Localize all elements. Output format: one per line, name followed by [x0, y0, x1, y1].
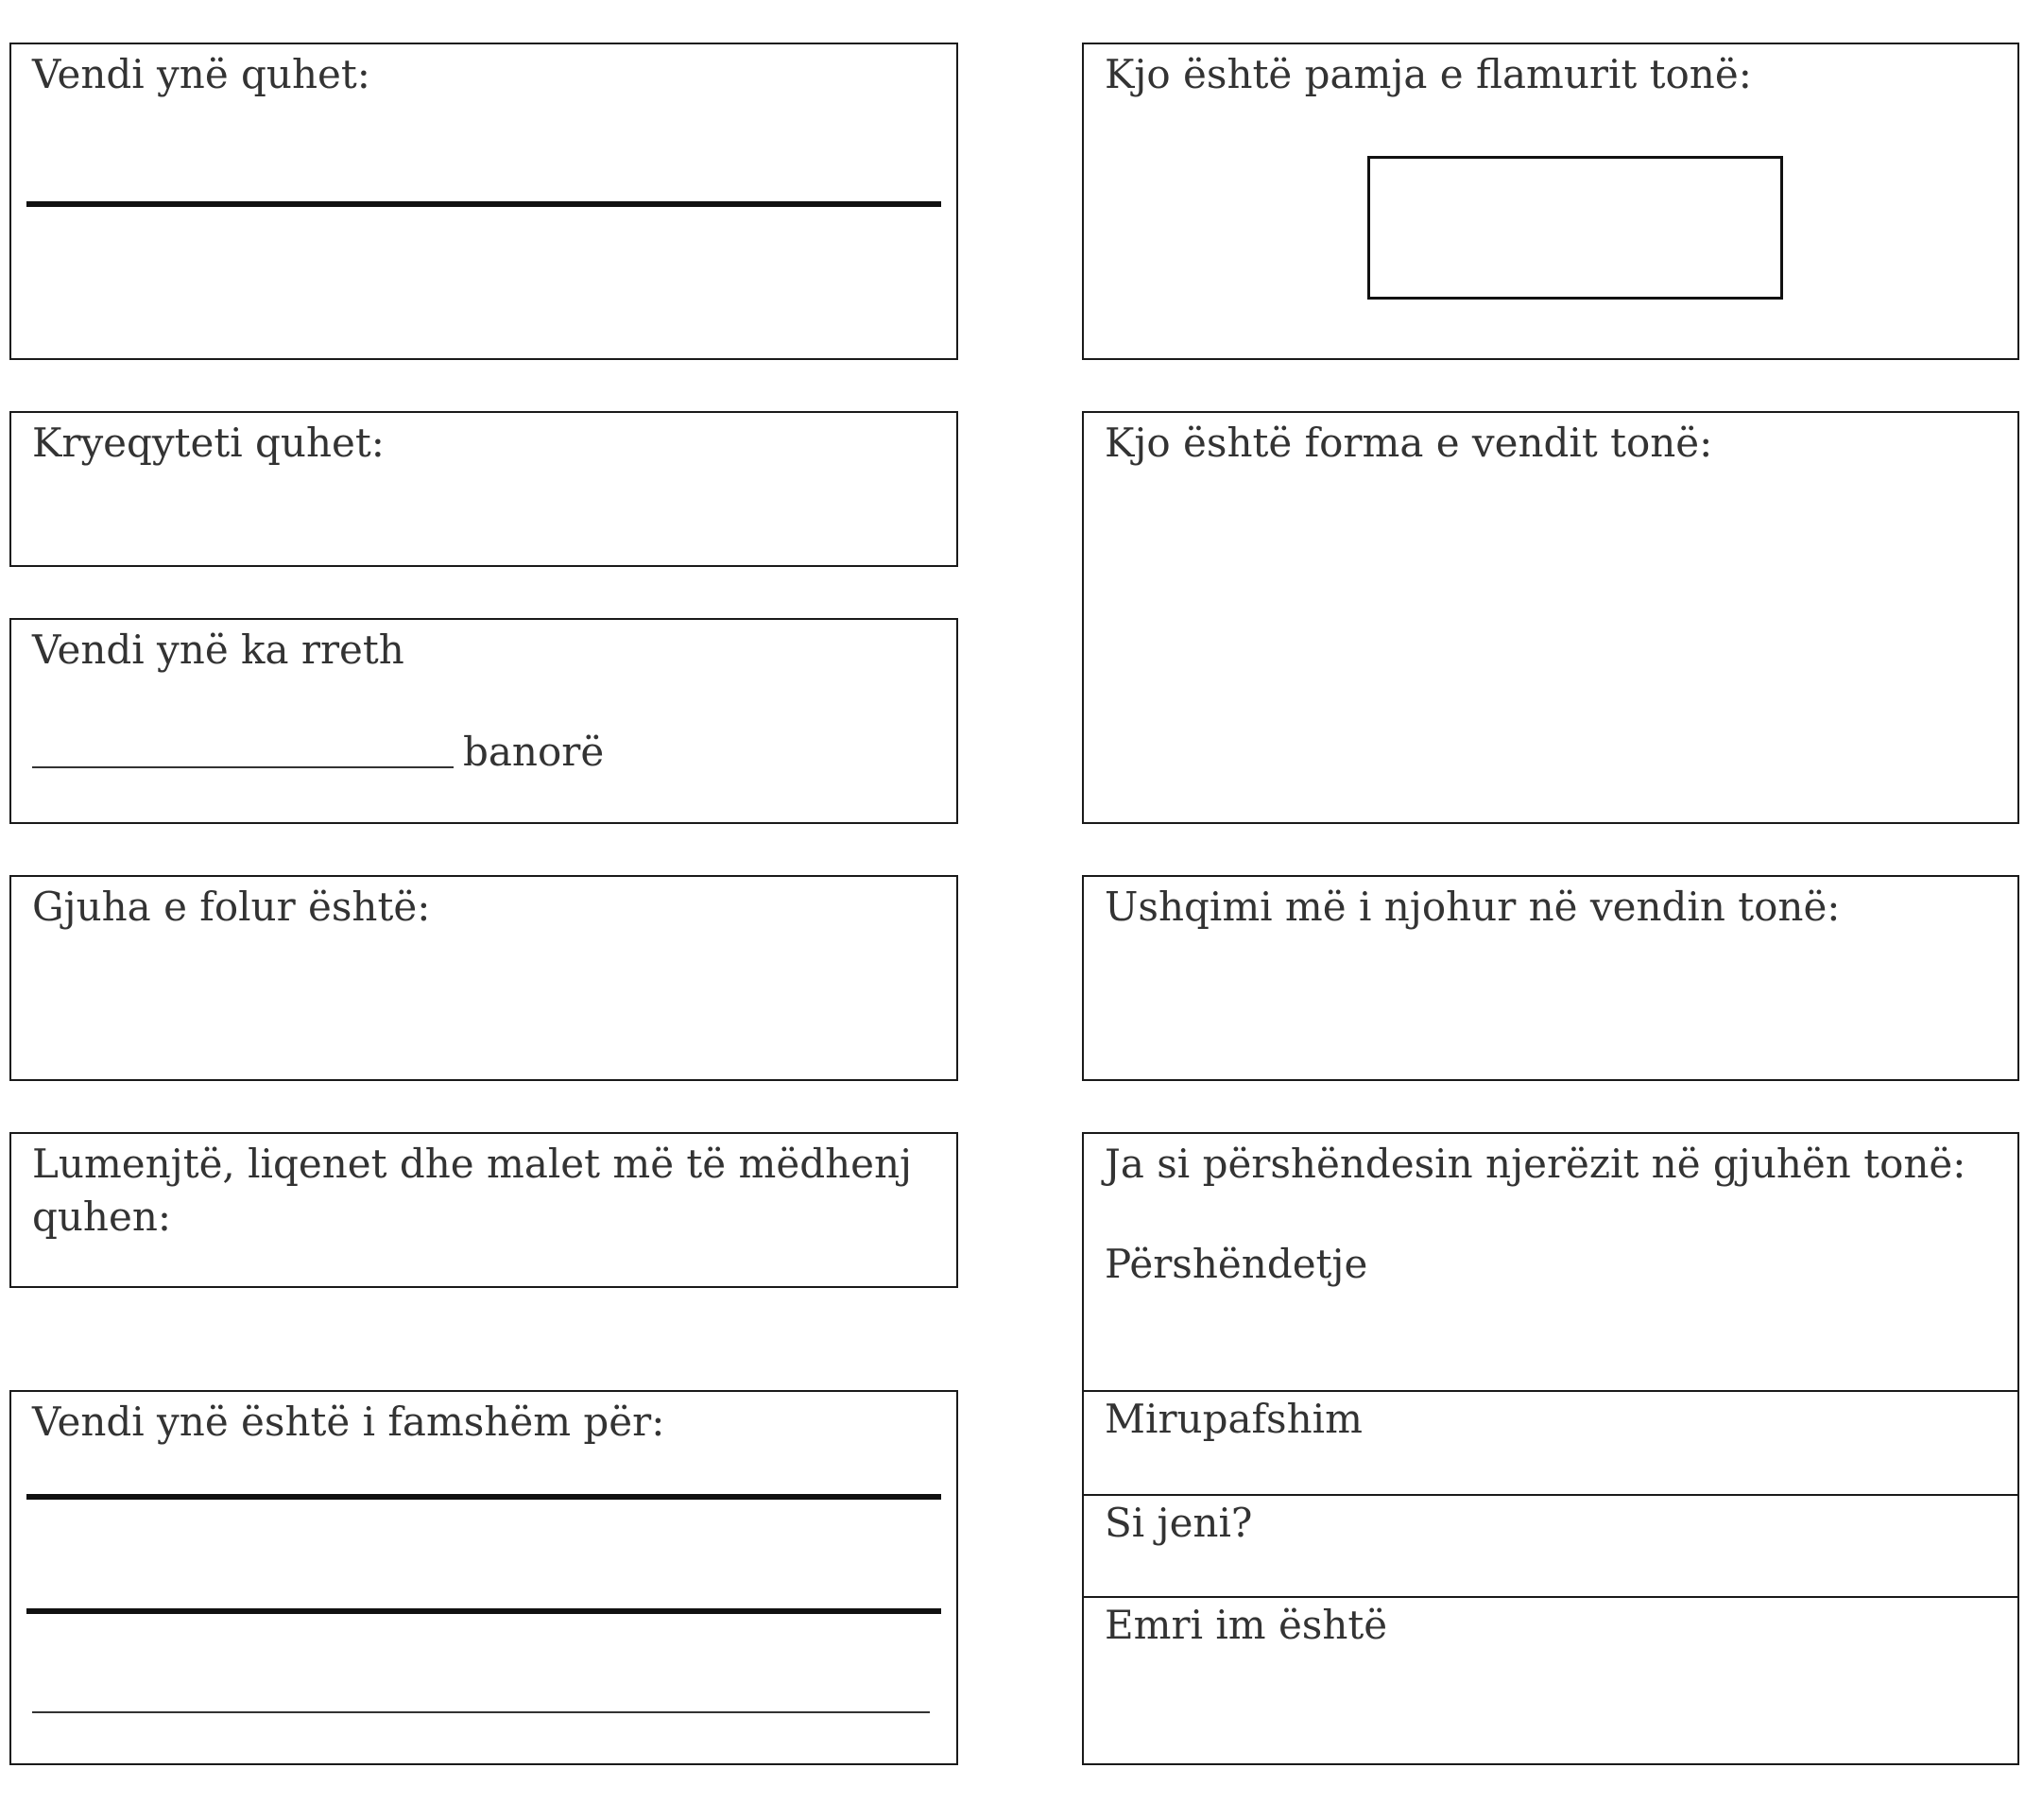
- country-shape-box: [1082, 411, 2019, 824]
- famous-for-label: Vendi ynë është i famshëm për:: [32, 1399, 665, 1445]
- geography-label: Lumenjtë, liqenet dhe malet më të mëdhenj quhen:: [32, 1141, 913, 1240]
- population-answer-line[interactable]: [32, 766, 454, 768]
- famous-for-box: [9, 1390, 958, 1765]
- country-name-answer-line[interactable]: [26, 201, 941, 207]
- flag-drawing-frame[interactable]: [1367, 156, 1783, 300]
- capital-label: Kryeqyteti quhet:: [32, 420, 385, 466]
- country-name-box: [9, 43, 958, 360]
- food-box: [1082, 875, 2019, 1081]
- greetings-divider-1: [1084, 1390, 2017, 1392]
- greeting-hello: Përshëndetje: [1105, 1241, 1368, 1287]
- greetings-label: Ja si përshëndesin njerëzit në gjuhën tonë:: [1105, 1141, 1966, 1187]
- language-box: [9, 875, 958, 1081]
- famous-for-answer-line-3[interactable]: [32, 1711, 930, 1713]
- greeting-goodbye: Mirupafshim: [1105, 1396, 1363, 1442]
- language-label: Gjuha e folur është:: [32, 884, 431, 930]
- greetings-divider-2: [1084, 1494, 2017, 1496]
- greetings-divider-3: [1084, 1596, 2017, 1598]
- country-name-label: Vendi ynë quhet:: [32, 51, 370, 97]
- country-shape-label: Kjo është forma e vendit tonë:: [1105, 420, 1713, 466]
- greetings-box: [1082, 1132, 2019, 1765]
- capital-box: [9, 411, 958, 567]
- famous-for-answer-line-1[interactable]: [26, 1494, 941, 1500]
- food-label: Ushqimi më i njohur në vendin tonë:: [1105, 884, 1841, 930]
- famous-for-answer-line-2[interactable]: [26, 1608, 941, 1614]
- population-box: [9, 618, 958, 824]
- population-label: Vendi ynë ka rreth: [32, 627, 404, 673]
- population-suffix: banorë: [463, 729, 605, 775]
- flag-box: [1082, 43, 2019, 360]
- greeting-how-are-you: Si jeni?: [1105, 1500, 1253, 1546]
- greeting-my-name-is: Emri im është: [1105, 1602, 1388, 1648]
- flag-label: Kjo është pamja e flamurit tonë:: [1105, 51, 1752, 97]
- geography-box: [9, 1132, 958, 1288]
